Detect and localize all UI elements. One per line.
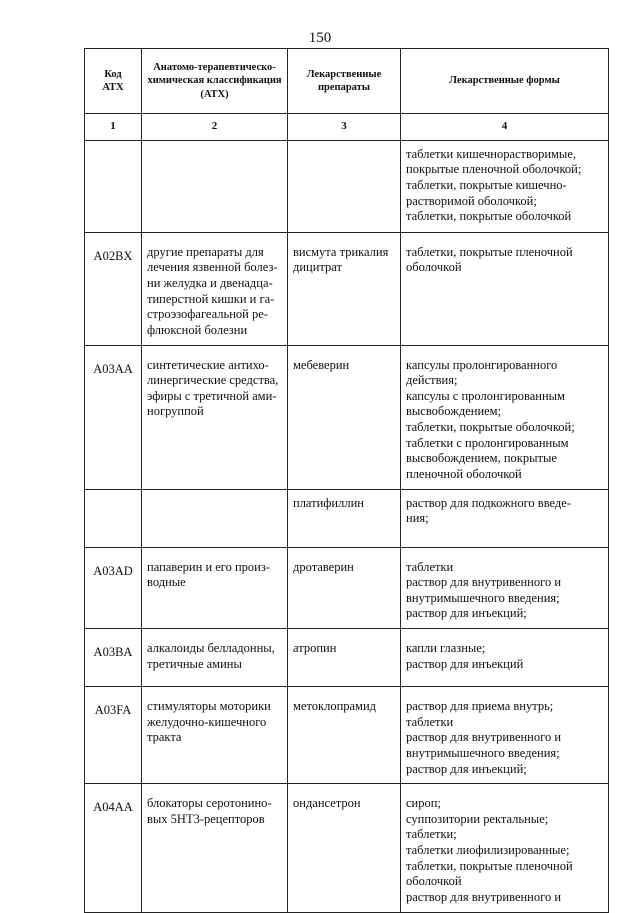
- cell-line: суппозитории ректальные;: [406, 811, 549, 826]
- header-code: [85, 49, 142, 114]
- table-body: [85, 140, 609, 912]
- cell-line: метоклопрамид: [293, 699, 377, 713]
- cell-line: раствор для инъекций: [406, 656, 524, 671]
- cell-line: таблетки, покрытые пленочной: [406, 858, 573, 873]
- dosage-forms-cell: [401, 489, 609, 547]
- cell-line: ондансетрон: [293, 796, 361, 811]
- cell-line: вых 5HT3-рецепторов: [147, 811, 265, 826]
- atc-code-cell: A04AA: [85, 784, 142, 912]
- cell-line: раствор для внутривенного и: [406, 575, 562, 590]
- drug-cell: [288, 345, 401, 489]
- atc-code-cell: A03FA: [85, 687, 142, 784]
- header-forms: [401, 49, 609, 114]
- table-row: [85, 489, 609, 547]
- drug-cell: [288, 140, 401, 232]
- cell-line: раствор для внутривенного и: [406, 889, 562, 904]
- drug-cell: [288, 687, 401, 784]
- cell-line: оболочкой: [406, 874, 462, 889]
- cell-line: таблетки, покрытые кишечно-: [406, 178, 567, 192]
- cell-line: тракта: [147, 730, 182, 745]
- cell-line: капсулы пролонгированного: [406, 357, 558, 372]
- drug-cell: [288, 547, 401, 629]
- cell-line: эфиры с третичной ами-: [147, 388, 277, 403]
- cell-line: таблетки: [406, 714, 454, 729]
- atc-classification-cell: [142, 232, 288, 345]
- header-row: [85, 49, 609, 114]
- cell-line: высвобождением;: [406, 404, 502, 419]
- cell-line: покрытые пленочной оболочкой;: [406, 162, 582, 177]
- header-line: Лекарственные: [306, 68, 382, 80]
- column-number-row: [85, 114, 609, 141]
- atc-code-cell: [85, 140, 142, 232]
- header-line: химическая классификация: [147, 75, 282, 87]
- dosage-forms-cell: [401, 345, 609, 489]
- cell-line: таблетки кишечнорастворимые,: [406, 146, 576, 161]
- cell-line: растворимой оболочкой;: [406, 193, 537, 208]
- cell-line: другие препараты для: [147, 244, 264, 259]
- table-row: [85, 232, 609, 345]
- cell-line: папаверин и его произ-: [147, 559, 270, 574]
- cell-line: мебеверин: [293, 357, 350, 372]
- cell-line: дротаверин: [293, 559, 354, 574]
- cell-line: таблетки, покрытые пленочной: [406, 244, 573, 259]
- table-row: [85, 547, 609, 629]
- cell-line: дицитрат: [293, 260, 342, 275]
- cell-line: стимуляторы моторики: [147, 699, 271, 713]
- drug-cell: [288, 232, 401, 345]
- header-line: АТХ: [102, 82, 124, 93]
- cell-line: раствор для инъекций;: [406, 761, 527, 776]
- column-number: 2: [142, 114, 288, 141]
- cell-line: внутримышечного введения;: [406, 590, 560, 605]
- header-atc: [142, 49, 288, 114]
- cell-line: висмута трикалия: [293, 244, 389, 259]
- atc-classification-cell: [142, 140, 288, 232]
- header-line: Код: [104, 68, 122, 80]
- table-row: [85, 629, 609, 687]
- cell-line: линергические средства,: [147, 373, 279, 388]
- cell-line: таблетки с пролонгированным: [406, 435, 569, 450]
- cell-line: типерстной кишки и га-: [147, 291, 275, 306]
- table-row: [85, 345, 609, 489]
- atc-classification-cell: [142, 489, 288, 547]
- cell-line: пленочной оболочкой: [406, 466, 522, 481]
- atc-table: [84, 48, 609, 913]
- atc-classification-cell: [142, 687, 288, 784]
- cell-line: оболочкой: [406, 260, 462, 275]
- atc-code-cell: A02BX: [85, 232, 142, 345]
- header-line: (АТХ): [200, 88, 229, 100]
- cell-line: раствор для приема внутрь;: [406, 699, 554, 713]
- atc-classification-cell: [142, 345, 288, 489]
- header-line: Анатомо-терапевтическо-: [153, 62, 276, 74]
- atc-code-cell: A03AD: [85, 547, 142, 629]
- cell-line: желудочно-кишечного: [147, 714, 267, 729]
- cell-line: действия;: [406, 373, 458, 388]
- cell-line: синтетические антихо-: [147, 357, 269, 372]
- cell-line: таблетки;: [406, 827, 457, 842]
- dosage-forms-cell: [401, 687, 609, 784]
- cell-line: раствор для подкожного введе-: [406, 495, 571, 510]
- header-drugs: [288, 49, 401, 114]
- cell-line: капсулы с пролонгированным: [406, 388, 565, 403]
- cell-line: третичные амины: [147, 656, 242, 671]
- drug-cell: [288, 489, 401, 547]
- header-line: Лекарственные формы: [449, 75, 560, 87]
- cell-line: сироп;: [406, 796, 441, 811]
- cell-line: высвобождением, покрытые: [406, 451, 557, 466]
- cell-line: таблетки лиофилизированные;: [406, 843, 570, 857]
- cell-line: таблетки, покрытые оболочкой;: [406, 420, 575, 434]
- cell-line: таблетки: [406, 559, 454, 574]
- atc-code-cell: A03BA: [85, 629, 142, 687]
- atc-classification-cell: [142, 629, 288, 687]
- cell-line: алкалоиды белладонны,: [147, 641, 275, 655]
- cell-line: блокаторы серотонино-: [147, 796, 272, 811]
- cell-line: лечения язвенной болез-: [147, 260, 278, 275]
- drug-cell: [288, 629, 401, 687]
- page-number: 150: [308, 30, 332, 46]
- cell-line: внутримышечного введения;: [406, 745, 560, 760]
- cell-line: строэзофагеальной ре-: [147, 307, 268, 322]
- column-number: 1: [85, 114, 142, 141]
- cell-line: платифиллин: [293, 495, 364, 510]
- cell-line: атропин: [293, 641, 337, 655]
- cell-line: раствор для инъекций;: [406, 606, 527, 621]
- cell-line: раствор для внутривенного и: [406, 730, 562, 745]
- atc-classification-cell: [142, 784, 288, 912]
- cell-line: ни желудка и двенадца-: [147, 276, 273, 290]
- table-row: [85, 140, 609, 232]
- atc-code-cell: [85, 489, 142, 547]
- column-number: 4: [401, 114, 609, 141]
- dosage-forms-cell: [401, 629, 609, 687]
- dosage-forms-cell: [401, 547, 609, 629]
- column-number: 3: [288, 114, 401, 141]
- dosage-forms-cell: [401, 140, 609, 232]
- cell-line: ния;: [406, 511, 429, 526]
- cell-line: флюксной болезни: [147, 322, 248, 337]
- cell-line: ногруппой: [147, 404, 204, 419]
- header-line: препараты: [317, 82, 371, 93]
- dosage-forms-cell: [401, 784, 609, 912]
- atc-code-cell: A03AA: [85, 345, 142, 489]
- cell-line: водные: [147, 575, 186, 590]
- table-row: [85, 784, 609, 912]
- cell-line: капли глазные;: [406, 641, 486, 655]
- cell-line: таблетки, покрытые оболочкой: [406, 209, 572, 224]
- atc-classification-cell: [142, 547, 288, 629]
- drug-cell: [288, 784, 401, 912]
- dosage-forms-cell: [401, 232, 609, 345]
- table-row: [85, 687, 609, 784]
